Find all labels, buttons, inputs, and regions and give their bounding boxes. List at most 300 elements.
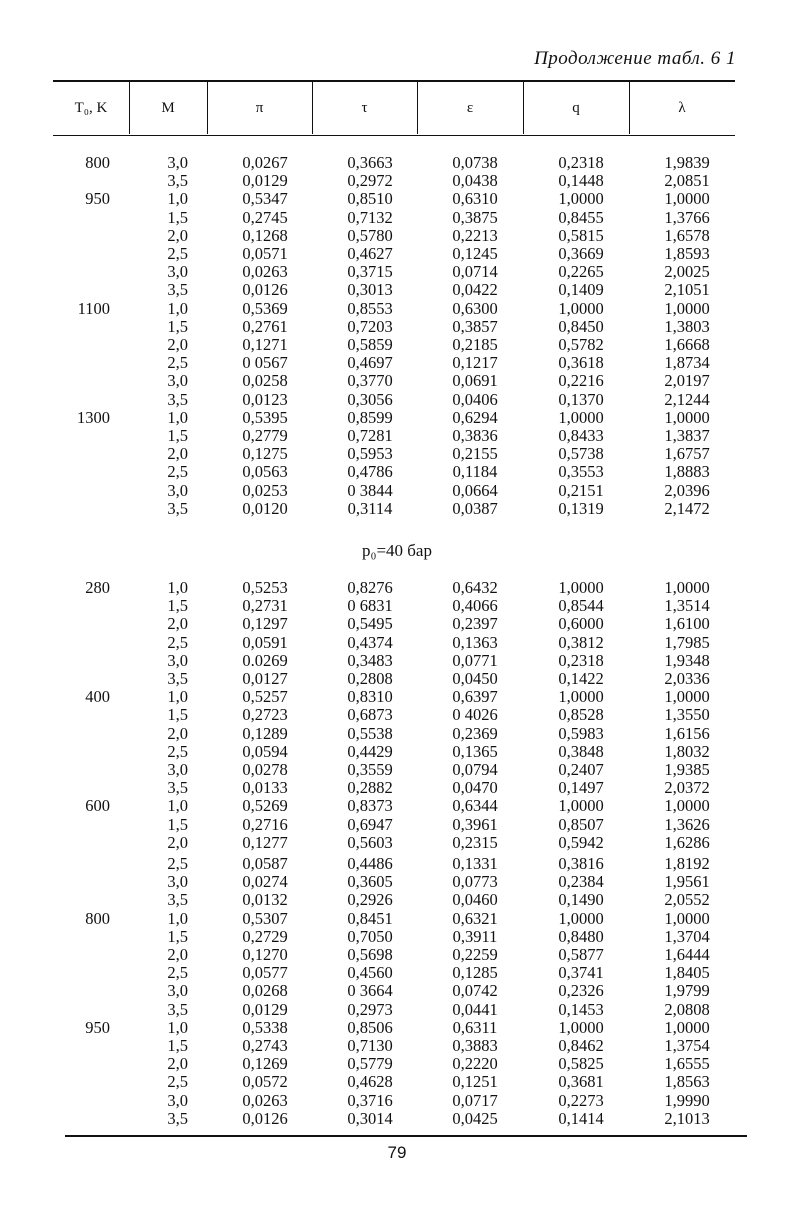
lambda-cell: 2,0851 xyxy=(664,171,710,191)
table-row xyxy=(0,445,794,463)
mach-cell: 2,5 xyxy=(167,963,188,983)
q-cell: 0,2216 xyxy=(558,371,604,391)
tau-cell: 0,6873 xyxy=(347,705,393,725)
tau-cell: 0,3114 xyxy=(347,498,393,518)
table-row xyxy=(0,209,794,227)
mach-cell: 1,0 xyxy=(167,189,188,209)
eps-cell: 0,6311 xyxy=(452,1017,498,1037)
table-row xyxy=(0,579,794,597)
table-row xyxy=(0,300,794,318)
table-row xyxy=(0,336,794,354)
mach-cell: 3,0 xyxy=(167,981,188,1001)
eps-cell: 0,1251 xyxy=(452,1072,498,1092)
table-row xyxy=(0,190,794,208)
lambda-cell: 1,6578 xyxy=(664,225,710,245)
eps-cell: 0,0717 xyxy=(452,1090,498,1110)
tau-cell: 0,8276 xyxy=(347,578,393,597)
pi-cell: 0,5257 xyxy=(242,687,288,707)
tau-cell: 0,7132 xyxy=(347,207,393,227)
tau-cell: 0,7130 xyxy=(347,1036,393,1055)
q-cell: 0,5815 xyxy=(558,225,604,245)
table-row xyxy=(0,463,794,481)
eps-cell: 0,3836 xyxy=(452,426,498,445)
table-row xyxy=(0,891,794,909)
lambda-cell: 1,0000 xyxy=(664,189,710,209)
lambda-cell: 1,3766 xyxy=(664,207,710,227)
q-cell: 1,0000 xyxy=(558,796,604,816)
pi-cell: 0,1269 xyxy=(242,1054,288,1074)
table-row xyxy=(0,1019,794,1037)
lambda-cell: 1,8883 xyxy=(664,462,710,482)
tau-cell: 0,4697 xyxy=(347,353,393,373)
eps-cell: 0,0742 xyxy=(452,981,498,1001)
lambda-cell: 1,3754 xyxy=(664,1036,710,1055)
lambda-cell: 2,0197 xyxy=(664,371,710,391)
eps-cell: 0,4066 xyxy=(452,596,498,616)
lambda-cell: 1,3704 xyxy=(664,926,710,946)
lambda-cell: 1,0000 xyxy=(664,578,710,597)
lambda-cell: 1,6555 xyxy=(664,1054,710,1074)
tau-cell: 0,4786 xyxy=(347,462,393,482)
table-row xyxy=(0,154,794,172)
eps-cell: 0,1217 xyxy=(452,353,498,373)
eps-cell: 0,0422 xyxy=(452,280,498,300)
pi-cell: 0,0587 xyxy=(242,854,288,873)
table-row xyxy=(0,427,794,445)
tau-cell: 0,5495 xyxy=(347,614,393,634)
tau-cell: 0,3013 xyxy=(347,280,393,300)
tau-cell: 0,5779 xyxy=(347,1054,393,1074)
pi-cell: 0,0123 xyxy=(242,389,288,409)
q-cell: 0,5782 xyxy=(558,335,604,354)
tau-cell: 0,3483 xyxy=(347,650,393,670)
tau-cell: 0,7281 xyxy=(347,426,393,445)
eps-cell: 0,3857 xyxy=(452,316,498,336)
pi-cell: 0,0274 xyxy=(242,872,288,892)
mach-cell: 3,0 xyxy=(167,1090,188,1110)
eps-cell: 0,0470 xyxy=(452,778,498,798)
t0-cell: 280 xyxy=(85,578,110,597)
mach-cell: 2,5 xyxy=(167,854,188,873)
eps-cell: 0,0773 xyxy=(452,872,498,892)
q-cell: 0,1497 xyxy=(558,778,604,798)
eps-cell: 0,6432 xyxy=(452,578,498,597)
t0-cell: 950 xyxy=(85,1017,110,1037)
header-t0: T₀, K xyxy=(74,99,108,116)
tau-cell: 0,8506 xyxy=(347,1017,393,1037)
pi-cell: 0,2779 xyxy=(242,426,288,445)
table-row xyxy=(0,855,794,873)
lambda-cell: 1,8593 xyxy=(664,244,710,263)
table-row xyxy=(0,743,794,761)
table-row xyxy=(0,482,794,500)
tau-cell: 0,8510 xyxy=(347,189,393,209)
pi-cell: 0,2761 xyxy=(242,316,288,336)
table-row xyxy=(0,634,794,652)
table-header xyxy=(53,82,735,134)
pi-cell: 0,0129 xyxy=(242,171,288,191)
eps-cell: 0,3875 xyxy=(452,207,498,227)
table-row xyxy=(0,227,794,245)
eps-cell: 0,3883 xyxy=(452,1036,498,1055)
pi-cell: 0,2729 xyxy=(242,926,288,946)
table-row xyxy=(0,928,794,946)
pi-cell: 0,2745 xyxy=(242,207,288,227)
q-cell: 0,1319 xyxy=(558,498,604,518)
pi-cell: 0,0278 xyxy=(242,760,288,779)
table-row xyxy=(0,391,794,409)
eps-cell: 0,1365 xyxy=(452,741,498,761)
mach-cell: 2,0 xyxy=(167,444,188,464)
q-cell: 0,1448 xyxy=(558,171,604,191)
mach-cell: 1,5 xyxy=(167,316,188,336)
q-cell: 0,5738 xyxy=(558,444,604,464)
lambda-cell: 2,0372 xyxy=(664,778,710,798)
table-row xyxy=(0,982,794,1000)
q-cell: 0,3816 xyxy=(558,854,604,873)
t0-cell: 800 xyxy=(85,153,110,172)
mach-cell: 2,0 xyxy=(167,832,188,852)
lambda-cell: 1,9561 xyxy=(664,872,710,892)
pi-cell: 0,5395 xyxy=(242,407,288,427)
lambda-cell: 1,0000 xyxy=(664,796,710,816)
pi-cell: 0,0120 xyxy=(242,498,288,518)
q-cell: 0,8528 xyxy=(558,705,604,725)
mach-cell: 1,5 xyxy=(167,1036,188,1055)
eps-cell: 0,0691 xyxy=(452,371,498,391)
pi-cell: 0,0563 xyxy=(242,462,288,482)
eps-cell: 0,0406 xyxy=(452,389,498,409)
header-lambda: λ xyxy=(678,99,686,116)
mach-cell: 1,0 xyxy=(167,407,188,427)
t0-cell: 1300 xyxy=(77,407,110,427)
tau-cell: 0,3715 xyxy=(347,262,393,282)
q-cell: 0,1414 xyxy=(558,1108,604,1128)
page-number: 79 xyxy=(387,1143,407,1162)
eps-cell: 0,0738 xyxy=(452,153,498,172)
q-cell: 0,3812 xyxy=(558,632,604,652)
tau-cell: 0 3664 xyxy=(347,981,393,1001)
q-cell: 0,3618 xyxy=(558,353,604,373)
eps-cell: 0,6344 xyxy=(452,796,498,816)
lambda-cell: 1,6100 xyxy=(664,614,710,634)
lambda-cell: 1,6286 xyxy=(664,832,710,852)
t0-cell: 950 xyxy=(85,189,110,209)
mach-cell: 2,0 xyxy=(167,335,188,354)
mach-cell: 2,5 xyxy=(167,353,188,373)
pi-cell: 0,5307 xyxy=(242,908,288,928)
table-row xyxy=(0,597,794,615)
table-row xyxy=(0,281,794,299)
mach-cell: 2,5 xyxy=(167,244,188,263)
tau-cell: 0,4628 xyxy=(347,1072,393,1092)
table-row xyxy=(0,1055,794,1073)
lambda-cell: 1,6156 xyxy=(664,723,710,743)
pi-cell: 0,0253 xyxy=(242,480,288,500)
section-label: p₀=40 бар xyxy=(362,541,432,560)
table-row xyxy=(0,263,794,281)
tau-cell: 0,8373 xyxy=(347,796,393,816)
pi-cell: 0.0269 xyxy=(242,650,288,670)
mach-cell: 3,5 xyxy=(167,890,188,910)
tau-cell: 0,2973 xyxy=(347,999,393,1019)
t0-cell: 600 xyxy=(85,796,110,816)
table-row xyxy=(0,873,794,891)
tau-cell: 0,2926 xyxy=(347,890,393,910)
mach-cell: 1,0 xyxy=(167,687,188,707)
lambda-cell: 2,1051 xyxy=(664,280,710,300)
q-cell: 0,3848 xyxy=(558,741,604,761)
lambda-cell: 1,8192 xyxy=(664,854,710,873)
table-row xyxy=(0,946,794,964)
mach-cell: 1,5 xyxy=(167,814,188,834)
pi-cell: 0,0577 xyxy=(242,963,288,983)
mach-cell: 1,0 xyxy=(167,578,188,597)
mach-cell: 2,0 xyxy=(167,945,188,964)
header-pi: π xyxy=(255,99,264,116)
lambda-cell: 1,0000 xyxy=(664,908,710,928)
pi-cell: 0,2723 xyxy=(242,705,288,725)
lambda-cell: 2,1244 xyxy=(664,389,710,409)
pi-cell: 0,0571 xyxy=(242,244,288,263)
q-cell: 0,2407 xyxy=(558,760,604,779)
eps-cell: 0,6294 xyxy=(452,407,498,427)
mach-cell: 3,0 xyxy=(167,371,188,391)
lambda-cell: 1,8405 xyxy=(664,963,710,983)
header-q: q xyxy=(572,99,580,116)
tau-cell: 0,8310 xyxy=(347,687,393,707)
eps-cell: 0 4026 xyxy=(452,705,498,725)
pi-cell: 0,2731 xyxy=(242,596,288,616)
eps-cell: 0,0794 xyxy=(452,760,498,779)
lambda-cell: 2,0336 xyxy=(664,669,710,688)
q-cell: 0,2384 xyxy=(558,872,604,892)
q-cell: 0,1453 xyxy=(558,999,604,1019)
q-cell: 1,0000 xyxy=(558,407,604,427)
eps-cell: 0,2220 xyxy=(452,1054,498,1074)
pi-cell: 0,0268 xyxy=(242,981,288,1001)
table-row xyxy=(0,1110,794,1128)
table-row xyxy=(0,688,794,706)
pi-cell: 0,0591 xyxy=(242,632,288,652)
table-row xyxy=(0,615,794,633)
mach-cell: 3,5 xyxy=(167,999,188,1019)
eps-cell: 0,0771 xyxy=(452,650,498,670)
tau-cell: 0,3056 xyxy=(347,389,393,409)
lambda-cell: 1,8032 xyxy=(664,741,710,761)
t0-cell: 400 xyxy=(85,687,110,707)
q-cell: 0,8462 xyxy=(558,1036,604,1055)
q-cell: 0,5942 xyxy=(558,832,604,852)
tau-cell: 0,6947 xyxy=(347,814,393,834)
q-cell: 0,8507 xyxy=(558,814,604,834)
lambda-cell: 1,6668 xyxy=(664,335,710,354)
table-row xyxy=(0,1092,794,1110)
tau-cell: 0,7050 xyxy=(347,926,393,946)
lambda-cell: 1,6757 xyxy=(664,444,710,464)
pi-cell: 0,2743 xyxy=(242,1036,288,1055)
mach-cell: 1,5 xyxy=(167,705,188,725)
pi-cell: 0 0567 xyxy=(242,353,288,373)
lambda-cell: 1,0000 xyxy=(664,407,710,427)
q-cell: 0,1370 xyxy=(558,389,604,409)
mach-cell: 3,0 xyxy=(167,262,188,282)
table-row xyxy=(0,816,794,834)
q-cell: 0,8433 xyxy=(558,426,604,445)
pi-cell: 0,0263 xyxy=(242,1090,288,1110)
lambda-cell: 1,3803 xyxy=(664,316,710,336)
tau-cell: 0,4627 xyxy=(347,244,393,263)
pi-cell: 0,1268 xyxy=(242,225,288,245)
mach-cell: 2,0 xyxy=(167,723,188,743)
lambda-cell: 1,9385 xyxy=(664,760,710,779)
table-row xyxy=(0,652,794,670)
mach-cell: 3,5 xyxy=(167,280,188,300)
pi-cell: 0,1271 xyxy=(242,335,288,354)
eps-cell: 0,0664 xyxy=(452,480,498,500)
lambda-cell: 1,3550 xyxy=(664,705,710,725)
mach-cell: 2,0 xyxy=(167,225,188,245)
pi-cell: 0,5338 xyxy=(242,1017,288,1037)
table-row xyxy=(0,1073,794,1091)
pi-cell: 0,1297 xyxy=(242,614,288,634)
q-cell: 0,2273 xyxy=(558,1090,604,1110)
mach-cell: 1,5 xyxy=(167,926,188,946)
tau-cell: 0,7203 xyxy=(347,316,393,336)
lambda-cell: 2,0396 xyxy=(664,480,710,500)
mach-cell: 2,5 xyxy=(167,1072,188,1092)
lambda-cell: 2,0808 xyxy=(664,999,710,1019)
table-row xyxy=(0,910,794,928)
tau-cell: 0,8599 xyxy=(347,407,393,427)
tau-cell: 0,4486 xyxy=(347,854,393,873)
eps-cell: 0,1363 xyxy=(452,632,498,652)
tau-cell: 0 6831 xyxy=(347,596,393,616)
lambda-cell: 1,0000 xyxy=(664,298,710,318)
header-tau: τ xyxy=(361,99,368,116)
mach-cell: 3,5 xyxy=(167,669,188,688)
lambda-cell: 2,0025 xyxy=(664,262,710,282)
mach-cell: 2,0 xyxy=(167,614,188,634)
q-cell: 0,3681 xyxy=(558,1072,604,1092)
mach-cell: 3,0 xyxy=(167,153,188,172)
tau-cell: 0,5859 xyxy=(347,335,393,354)
q-cell: 0,2326 xyxy=(558,981,604,1001)
mach-cell: 1,0 xyxy=(167,908,188,928)
q-cell: 0,2318 xyxy=(558,153,604,172)
tau-cell: 0,2972 xyxy=(347,171,393,191)
pi-cell: 0,0263 xyxy=(242,262,288,282)
table-row xyxy=(0,1037,794,1055)
mach-cell: 1,0 xyxy=(167,1017,188,1037)
lambda-cell: 2,1013 xyxy=(664,1108,710,1128)
table-row xyxy=(0,354,794,372)
pi-cell: 0,5369 xyxy=(242,298,288,318)
pi-cell: 0,5253 xyxy=(242,578,288,597)
table-row xyxy=(0,761,794,779)
q-cell: 0,1490 xyxy=(558,890,604,910)
lambda-cell: 1,8734 xyxy=(664,353,710,373)
q-cell: 0,3741 xyxy=(558,963,604,983)
t0-cell: 800 xyxy=(85,908,110,928)
table-row xyxy=(0,372,794,390)
eps-cell: 0,2315 xyxy=(452,832,498,852)
tau-cell: 0,3770 xyxy=(347,371,393,391)
eps-cell: 0,3961 xyxy=(452,814,498,834)
tau-cell: 0,5780 xyxy=(347,225,393,245)
tau-cell: 0,4374 xyxy=(347,632,393,652)
q-cell: 0,6000 xyxy=(558,614,604,634)
q-cell: 1,0000 xyxy=(558,298,604,318)
table-row xyxy=(0,964,794,982)
lambda-cell: 1,3837 xyxy=(664,426,710,445)
eps-cell: 0,2369 xyxy=(452,723,498,743)
tau-cell: 0,3663 xyxy=(347,153,393,172)
eps-cell: 0,0714 xyxy=(452,262,498,282)
q-cell: 0,8455 xyxy=(558,207,604,227)
eps-cell: 0,2185 xyxy=(452,335,498,354)
mach-cell: 1,5 xyxy=(167,207,188,227)
table-row xyxy=(0,670,794,688)
q-cell: 0,3669 xyxy=(558,244,604,263)
header-bottom-rule xyxy=(53,135,735,136)
lambda-cell: 1,3514 xyxy=(664,596,710,616)
header-m: M xyxy=(161,99,175,116)
mach-cell: 3,5 xyxy=(167,498,188,518)
tau-cell: 0,5698 xyxy=(347,945,393,964)
mach-cell: 1,5 xyxy=(167,596,188,616)
q-cell: 0,8450 xyxy=(558,316,604,336)
lambda-cell: 1,7985 xyxy=(664,632,710,652)
q-cell: 0,5877 xyxy=(558,945,604,964)
eps-cell: 0,2397 xyxy=(452,614,498,634)
q-cell: 1,0000 xyxy=(558,687,604,707)
pi-cell: 0,1289 xyxy=(242,723,288,743)
tau-cell: 0,5538 xyxy=(347,723,393,743)
lambda-cell: 1,9799 xyxy=(664,981,710,1001)
mach-cell: 2,0 xyxy=(167,1054,188,1074)
eps-cell: 0,0387 xyxy=(452,498,498,518)
q-cell: 0,2265 xyxy=(558,262,604,282)
q-cell: 1,0000 xyxy=(558,1017,604,1037)
table-row xyxy=(0,409,794,427)
pi-cell: 0,0126 xyxy=(242,1108,288,1128)
tau-cell: 0,8553 xyxy=(347,298,393,318)
pi-cell: 0,1275 xyxy=(242,444,288,464)
eps-cell: 0,2213 xyxy=(452,225,498,245)
t0-cell: 1100 xyxy=(77,298,110,318)
tau-cell: 0,8451 xyxy=(347,908,393,928)
mach-cell: 3,0 xyxy=(167,760,188,779)
lambda-cell: 1,9348 xyxy=(664,650,710,670)
q-cell: 0,8480 xyxy=(558,926,604,946)
q-cell: 0,5983 xyxy=(558,723,604,743)
lambda-cell: 1,9839 xyxy=(664,153,710,172)
eps-cell: 0,2259 xyxy=(452,945,498,964)
mach-cell: 1,5 xyxy=(167,426,188,445)
tau-cell: 0,2808 xyxy=(347,669,393,688)
eps-cell: 0,6321 xyxy=(452,908,498,928)
tau-cell: 0,5603 xyxy=(347,832,393,852)
lambda-cell: 1,6444 xyxy=(664,945,710,964)
mach-cell: 2,5 xyxy=(167,741,188,761)
mach-cell: 1,0 xyxy=(167,298,188,318)
table-row xyxy=(0,725,794,743)
eps-cell: 0,0460 xyxy=(452,890,498,910)
tau-cell: 0,3716 xyxy=(347,1090,393,1110)
pi-cell: 0,0258 xyxy=(242,371,288,391)
header-eps: ε xyxy=(466,99,474,116)
